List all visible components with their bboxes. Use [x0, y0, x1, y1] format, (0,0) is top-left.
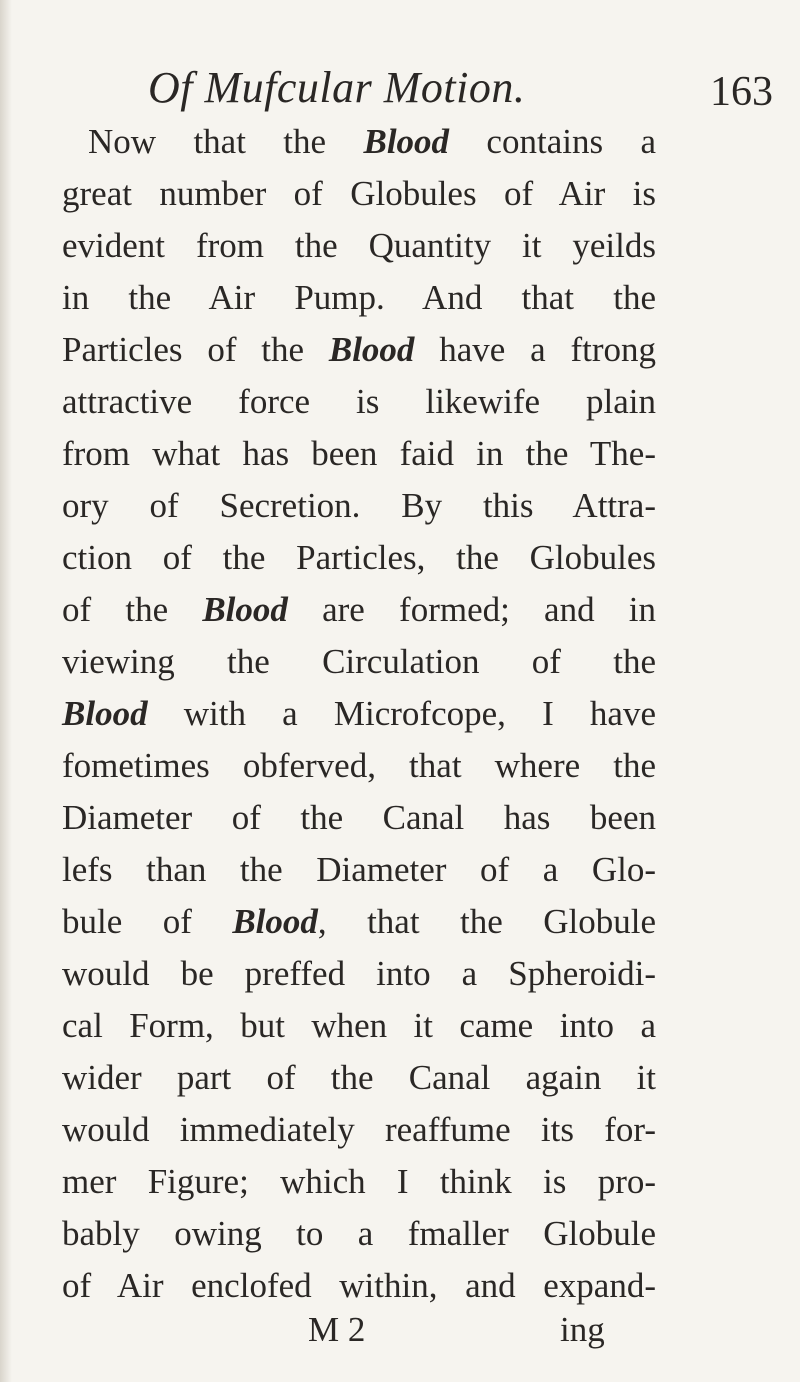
- text-line: [62, 896, 656, 948]
- text-segment: contains a: [449, 122, 656, 161]
- text-segment: with a Microfcope, I have: [147, 694, 656, 733]
- text-segment: would immediately reaffume its for-: [62, 1110, 656, 1149]
- text-line: [62, 584, 656, 636]
- text-line: [62, 168, 656, 220]
- text-segment: would be preffed into a Spheroidi-: [62, 954, 656, 993]
- text-segment: ory of Secretion. By this Attra-: [62, 486, 656, 525]
- text-line: [62, 324, 656, 376]
- text-segment: have a ftrong: [414, 330, 656, 369]
- text-line: [62, 1104, 656, 1156]
- text-line: [62, 740, 656, 792]
- text-segment: lefs than the Diameter of a Glo-: [62, 850, 656, 889]
- text-segment: from what has been faid in the The-: [62, 434, 656, 473]
- text-line: [62, 688, 656, 740]
- text-segment: bule of: [62, 902, 233, 941]
- text-line: [62, 1260, 656, 1312]
- text-segment: of the: [62, 590, 203, 629]
- text-segment: , that the Globule: [317, 902, 656, 941]
- text-segment: bably owing to a fmaller Globule: [62, 1214, 656, 1253]
- text-segment: Particles of the: [62, 330, 329, 369]
- italic-word: Blood: [62, 694, 148, 733]
- text-segment: ction of the Particles, the Globules: [62, 538, 656, 577]
- text-line: [62, 376, 656, 428]
- text-segment: cal Form, but when it came into a: [62, 1006, 656, 1045]
- text-line: [62, 792, 656, 844]
- italic-word: Blood: [232, 902, 318, 941]
- text-line: [62, 844, 656, 896]
- running-title: Of Mufcular Motion.: [148, 63, 526, 112]
- text-segment: of Air enclofed within, and expand-: [62, 1266, 656, 1305]
- text-segment: evident from the Quantity it yeilds: [62, 226, 656, 265]
- text-segment: mer Figure; which I think is pro-: [62, 1162, 656, 1201]
- text-line: [62, 428, 656, 480]
- text-segment: in the Air Pump. And that the: [62, 278, 656, 317]
- text-segment: great number of Globules of Air is: [62, 174, 656, 213]
- text-line: [62, 272, 656, 324]
- body-text: [62, 116, 656, 1312]
- text-line: [62, 636, 656, 688]
- text-segment: fometimes obferved, that where the: [62, 746, 656, 785]
- text-segment: attractive force is likewife plain: [62, 382, 656, 421]
- text-segment: viewing the Circulation of the: [62, 642, 656, 681]
- text-line: [62, 1000, 656, 1052]
- text-line: [62, 220, 656, 272]
- page-number: 163: [710, 69, 773, 115]
- catchword: ing: [560, 1310, 605, 1349]
- text-line: [62, 480, 656, 532]
- text-line: [62, 948, 656, 1000]
- page-gutter-shadow: [0, 0, 12, 1382]
- italic-word: Blood: [202, 590, 288, 629]
- text-segment: Diameter of the Canal has been: [62, 798, 656, 837]
- text-segment: Now that the: [88, 122, 364, 161]
- text-line: [62, 1208, 656, 1260]
- text-line: [62, 116, 656, 168]
- italic-word: Blood: [363, 122, 450, 161]
- text-segment: are formed; and in: [287, 590, 656, 629]
- italic-word: Blood: [328, 330, 415, 369]
- signature-mark: M 2: [308, 1310, 366, 1349]
- text-line: [62, 1156, 656, 1208]
- text-line: [62, 1052, 656, 1104]
- text-line: [62, 532, 656, 584]
- text-segment: wider part of the Canal again it: [62, 1058, 656, 1097]
